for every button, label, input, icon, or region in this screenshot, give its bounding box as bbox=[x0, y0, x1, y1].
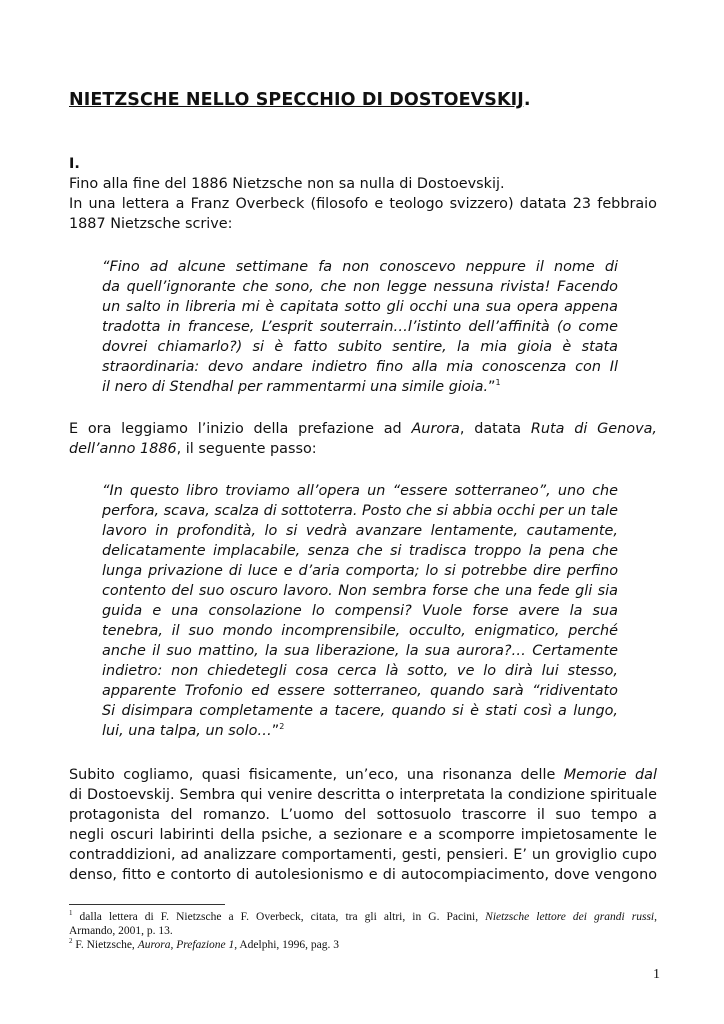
quote-line: indietro: non chiedetegli cosa cerca là sotto, ve lo dirà lui stesso, bbox=[102, 663, 618, 679]
aurora-paragraph bbox=[69, 419, 657, 459]
quote-line: lavoro in profondità, lo si vedrà avanzare lentamente, cautamente, bbox=[102, 523, 618, 539]
quote-line: contento del suo oscuro lavoro. Non sembra forse che una fede gli sia bbox=[102, 583, 618, 599]
footnote-text: , Adelphi, 1996, pag. 3 bbox=[234, 939, 340, 951]
intro-line: Fino alla fine del 1886 Nietzsche non sa nulla di Dostoevskij. bbox=[69, 176, 505, 192]
intro-line: 1887 Nietzsche scrive: bbox=[69, 216, 233, 232]
quote-text: lui, una talpa, un solo… bbox=[102, 723, 272, 739]
quote-line: dovrei chiamarlo?) si è fatto subito sentire, la mia gioia è stata bbox=[102, 339, 618, 355]
memorie-line-1 bbox=[69, 765, 657, 785]
quote-line: anche il suo mattino, la sua liberazione, la sua aurora?… Certamente bbox=[102, 643, 618, 659]
quote-line-last bbox=[102, 721, 618, 741]
memorie-line: negli oscuri labirinti della psiche, a sezionare e a scomporre impietosamente le bbox=[69, 827, 657, 843]
memorie-line: protagonista del romanzo. L’uomo del sottosuolo trascorre il suo tempo a bbox=[69, 807, 657, 823]
quote-close-mark: ” bbox=[271, 723, 280, 739]
intro-line: In una lettera a Franz Overbeck (filosofo e teologo svizzero) datata 23 febbraio bbox=[69, 196, 657, 212]
memorie-line: contraddizioni, ad analizzare comportamenti, gesti, pensieri. E’ un groviglio cupo bbox=[69, 847, 657, 863]
quote-block-2 bbox=[102, 481, 618, 741]
aurora-date: dell’anno 1886 bbox=[69, 441, 177, 457]
quote-line: perfora, scava, scalza di sottoterra. Posto che si abbia occhi per un tale bbox=[102, 503, 618, 519]
aurora-text: , datata bbox=[459, 421, 531, 437]
footnote-text: , bbox=[654, 911, 657, 923]
quote-line: da quell’ignorante che sono, che non legge nessuna rivista! Facendo bbox=[102, 279, 618, 295]
aurora-text: , il seguente passo: bbox=[176, 441, 317, 457]
memorie-line: di Dostoevskij. Sembra qui venire descritta o interpretata la condizione spirituale bbox=[69, 787, 657, 803]
footnote-2-number: 2 bbox=[69, 937, 73, 946]
section-number: I. bbox=[69, 156, 80, 172]
intro-paragraph bbox=[69, 154, 657, 234]
memorie-text: Subito cogliamo, quasi fisicamente, un’eco, una risonanza delle bbox=[69, 767, 564, 783]
memorie-title: Memorie dal bbox=[563, 767, 657, 783]
memorie-paragraph bbox=[69, 765, 657, 885]
quote-line: Si disimpara completamente a tacere, quando si è stati così a lungo, bbox=[102, 703, 618, 719]
quote-line: “Fino ad alcune settimane fa non conoscevo neppure il nome di bbox=[102, 259, 618, 275]
quote-line: guida e una consolazione lo compensi? Vuole forse avere la sua bbox=[102, 603, 618, 619]
page-number: 1 bbox=[653, 967, 660, 982]
footnote-separator bbox=[69, 904, 225, 905]
quote-close-mark: ” bbox=[488, 379, 496, 395]
footnote-text: F. Nietzsche, bbox=[72, 939, 138, 951]
quote-line: un salto in libreria mi è capitata sotto gli occhi una sua opera appena bbox=[102, 299, 618, 315]
quote-line: tradotta in francese, L’esprit souterrain…l’istinto dell’affinità (o come bbox=[102, 319, 618, 335]
footnote-text: dalla lettera di F. Nietzsche a F. Overbeck, citata, tra gli altri, in G. Pacini, bbox=[72, 911, 486, 923]
footnote-1-line-2: Armando, 2001, p. 13. bbox=[69, 925, 173, 937]
quote-text: il nero di Stendhal per rammentarmi una simile gioia. bbox=[102, 379, 489, 395]
footnotes bbox=[69, 910, 657, 952]
footnote-book-title: Aurora, Prefazione 1 bbox=[137, 939, 235, 951]
quote-line: lunga privazione di luce e d’aria comporta; lo si potrebbe dire perfino bbox=[102, 563, 618, 579]
quote-line: apparente Trofonio ed essere sotterraneo, quando sarà “ridiventato bbox=[102, 683, 618, 699]
aurora-line-1 bbox=[69, 419, 657, 439]
footnote-1 bbox=[69, 910, 657, 924]
title-text: NIETZSCHE NELLO SPECCHIO DI DOSTOEVSKIJ bbox=[69, 90, 524, 110]
footnote-1-number: 1 bbox=[69, 909, 73, 918]
memorie-line: denso, fitto e contorto di autolesionismo e di autocompiacimento, dove vengono bbox=[69, 867, 657, 883]
aurora-title: Aurora bbox=[411, 421, 460, 437]
quote-line: delicatamente implacabile, senza che si tradisca troppo la pena che bbox=[102, 543, 618, 559]
aurora-line-2 bbox=[69, 439, 657, 459]
footnote-ref-1[interactable]: 1 bbox=[495, 378, 501, 388]
footnote-2 bbox=[69, 938, 657, 952]
title-period: . bbox=[523, 90, 531, 110]
quote-block-1 bbox=[102, 257, 618, 397]
quote-line: tenebra, il suo mondo incomprensibile, occulto, enigmatico, perché bbox=[102, 623, 618, 639]
quote-line: “In questo libro troviamo all’opera un “essere sotterraneo”, uno che bbox=[102, 483, 618, 499]
quote-line-last bbox=[102, 377, 618, 397]
aurora-place: Ruta di Genova, bbox=[530, 421, 657, 437]
footnote-book-title: Nietzsche lettore dei grandi russi bbox=[485, 911, 655, 923]
quote-line: straordinaria: devo andare indietro fino alla mia conoscenza con Il bbox=[102, 359, 618, 375]
aurora-text: E ora leggiamo l’inizio della prefazione ad bbox=[69, 421, 412, 437]
page-title bbox=[69, 90, 669, 110]
footnote-ref-2[interactable]: 2 bbox=[279, 722, 285, 732]
